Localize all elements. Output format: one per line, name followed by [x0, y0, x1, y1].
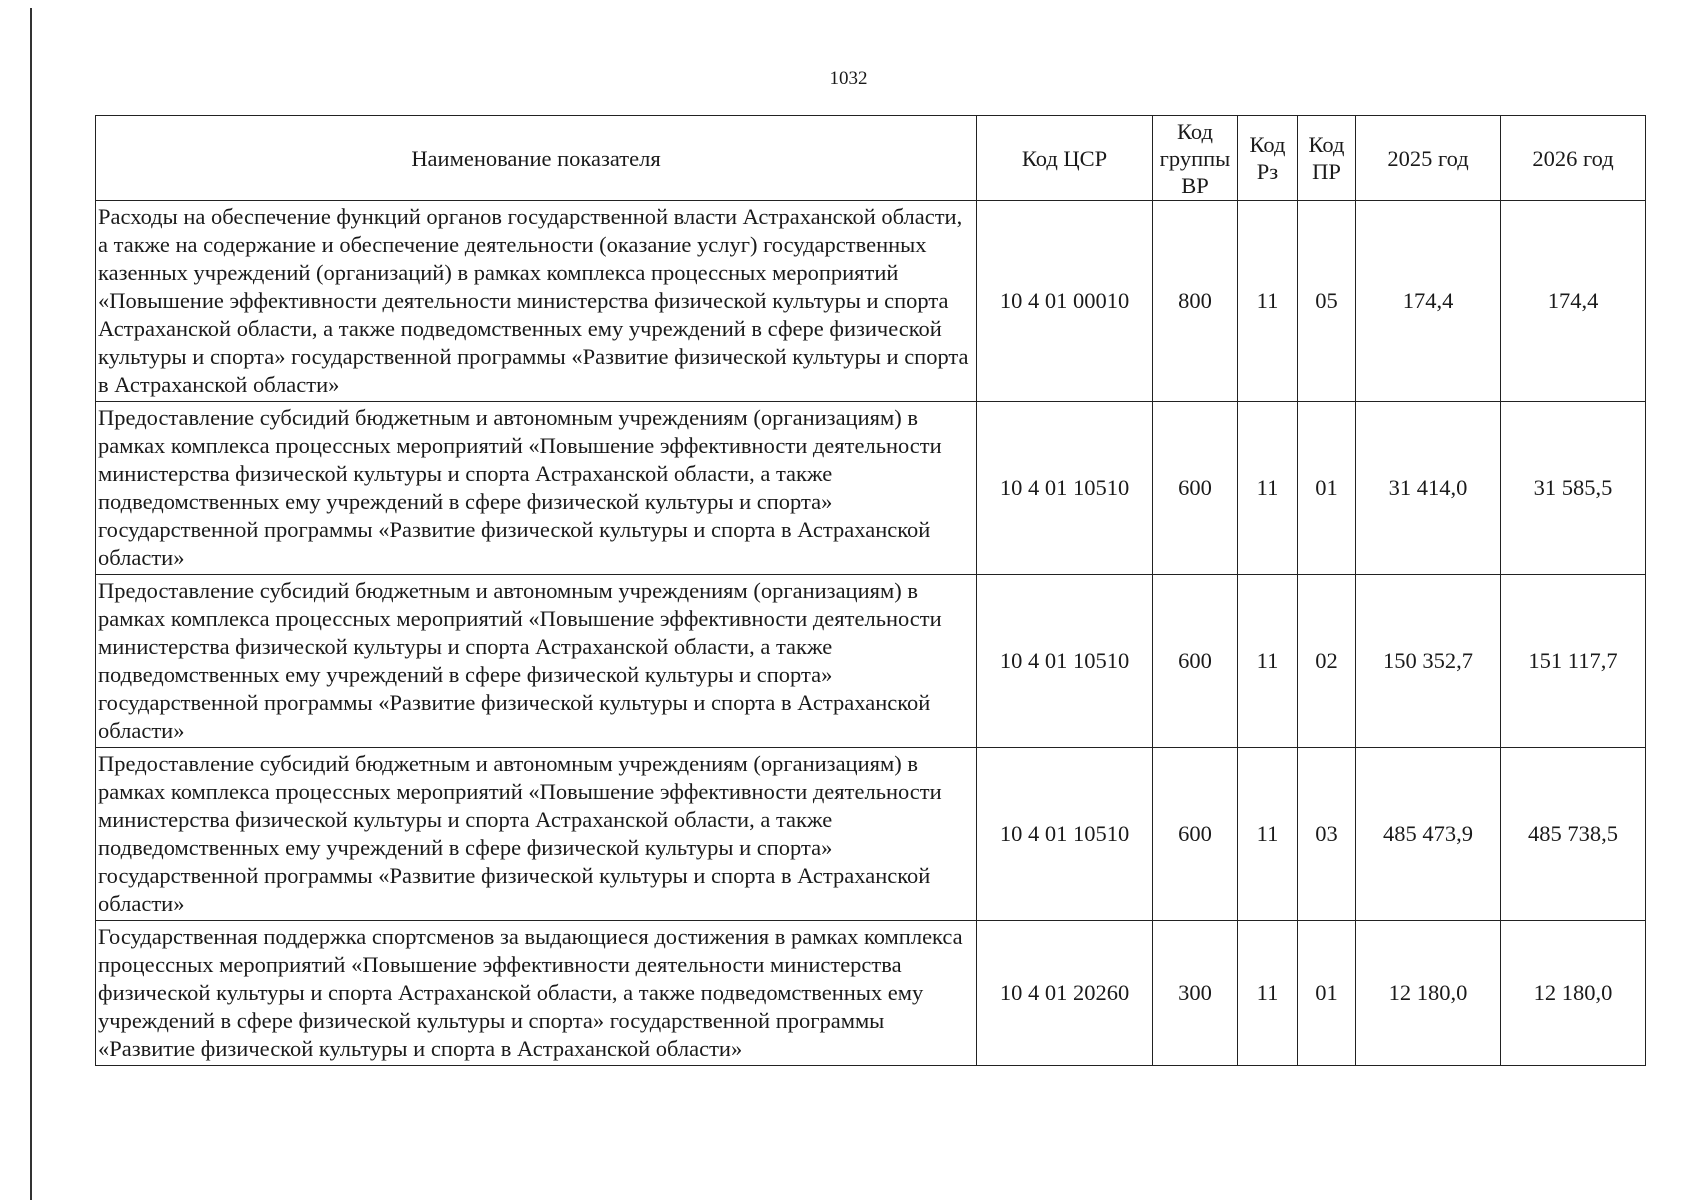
row-vr-code: 600: [1153, 402, 1238, 575]
table-row: [96, 402, 1646, 575]
row-vr-code: 600: [1153, 575, 1238, 748]
row-value-2025: 150 352,7: [1356, 575, 1501, 748]
table-row: [96, 921, 1646, 1066]
header-vr-code: [1153, 116, 1238, 201]
page-margin-rule: [30, 8, 32, 1200]
row-csr-code: 10 4 01 10510: [977, 402, 1153, 575]
row-name: Расходы на обеспечение функций органов государственной власти Астраханской области, а также на содержание и обеспечение деятельности (оказание услуг) государственных казенных учреждений (организаций) в рамках комплекса процессных мероприятий «Повышение эффективности деятельности министерства физической культуры и спорта Астраханской области, а также подведомственных ему учреждений в сфере физической культуры и спорта» государственной программы «Развитие физической культуры и спорта в Астраханской области»: [96, 201, 977, 402]
header-rz-line2: Рз: [1256, 159, 1279, 184]
row-name: Предоставление субсидий бюджетным и автономным учреждениям (организациям) в рамках комплекса процессных мероприятий «Повышение эффективности деятельности министерства физической культуры и спорта Астраханской области, а также подведомственных ему учреждений в сфере физической культуры и спорта» государственной программы «Развитие физической культуры и спорта в Астраханской области»: [96, 575, 977, 748]
row-rz-code: 11: [1238, 748, 1298, 921]
header-year-2025: 2025 год: [1356, 116, 1501, 201]
row-csr-code: 10 4 01 10510: [977, 575, 1153, 748]
row-pr-code: 01: [1298, 402, 1356, 575]
row-rz-code: 11: [1238, 575, 1298, 748]
header-vr-line2: группы: [1159, 145, 1231, 171]
row-csr-code: 10 4 01 00010: [977, 201, 1153, 402]
row-vr-code: 300: [1153, 921, 1238, 1066]
header-pr-code: [1298, 116, 1356, 201]
header-year-2026: 2026 год: [1501, 116, 1646, 201]
row-value-2025: 12 180,0: [1356, 921, 1501, 1066]
row-pr-code: 01: [1298, 921, 1356, 1066]
row-rz-code: 11: [1238, 402, 1298, 575]
row-csr-code: 10 4 01 10510: [977, 748, 1153, 921]
table-row: [96, 575, 1646, 748]
header-vr-line3: ВР: [1181, 172, 1209, 198]
header-name: Наименование показателя: [96, 116, 977, 201]
header-rz-code: [1238, 116, 1298, 201]
row-value-2026: 485 738,5: [1501, 748, 1646, 921]
header-csr-code: Код ЦСР: [977, 116, 1153, 201]
row-rz-code: 11: [1238, 201, 1298, 402]
row-rz-code: 11: [1238, 921, 1298, 1066]
row-value-2026: 12 180,0: [1501, 921, 1646, 1066]
row-pr-code: 05: [1298, 201, 1356, 402]
table-header-row: [96, 116, 1646, 201]
row-value-2026: 31 585,5: [1501, 402, 1646, 575]
row-value-2025: 485 473,9: [1356, 748, 1501, 921]
row-vr-code: 600: [1153, 748, 1238, 921]
header-vr-line1: Код: [1177, 118, 1213, 144]
page-number: 1032: [829, 68, 868, 89]
row-pr-code: 03: [1298, 748, 1356, 921]
table-row: [96, 201, 1646, 402]
row-value-2025: 31 414,0: [1356, 402, 1501, 575]
budget-table: [95, 115, 1646, 1066]
header-pr-line1: Код: [1308, 132, 1345, 157]
row-value-2026: 174,4: [1501, 201, 1646, 402]
row-value-2025: 174,4: [1356, 201, 1501, 402]
header-pr-line2: ПР: [1312, 159, 1341, 184]
row-vr-code: 800: [1153, 201, 1238, 402]
row-name: Предоставление субсидий бюджетным и автономным учреждениям (организациям) в рамках комплекса процессных мероприятий «Повышение эффективности деятельности министерства физической культуры и спорта Астраханской области, а также подведомственных ему учреждений в сфере физической культуры и спорта» государственной программы «Развитие физической культуры и спорта в Астраханской области»: [96, 748, 977, 921]
header-rz-line1: Код: [1249, 132, 1286, 157]
row-name: Государственная поддержка спортсменов за выдающиеся достижения в рамках комплекса процессных мероприятий «Повышение эффективности деятельности министерства физической культуры и спорта Астраханской области, а также подведомственных ему учреждений в сфере физической культуры и спорта» государственной программы «Развитие физической культуры и спорта в Астраханской области»: [96, 921, 977, 1066]
row-pr-code: 02: [1298, 575, 1356, 748]
row-value-2026: 151 117,7: [1501, 575, 1646, 748]
row-name: Предоставление субсидий бюджетным и автономным учреждениям (организациям) в рамках комплекса процессных мероприятий «Повышение эффективности деятельности министерства физической культуры и спорта Астраханской области, а также подведомственных ему учреждений в сфере физической культуры и спорта» государственной программы «Развитие физической культуры и спорта в Астраханской области»: [96, 402, 977, 575]
table-row: [96, 748, 1646, 921]
row-csr-code: 10 4 01 20260: [977, 921, 1153, 1066]
